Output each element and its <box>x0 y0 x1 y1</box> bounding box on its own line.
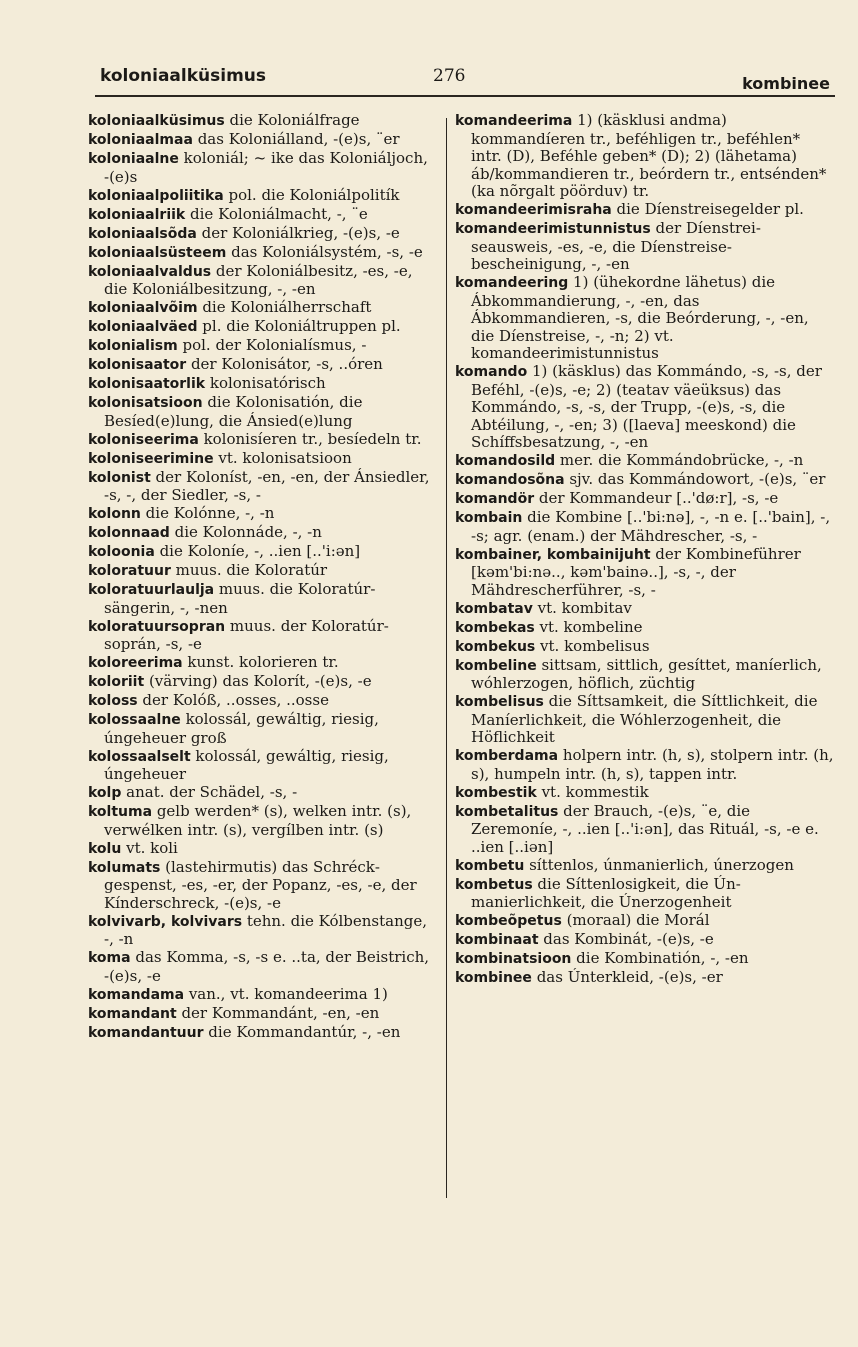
entry-definition: die Koloniálfrage <box>224 111 360 129</box>
entry-headword: koloniaalriik <box>88 206 186 223</box>
left-column <box>88 112 433 1043</box>
entry-headword: kolu <box>88 840 122 857</box>
entry-definition: kolonisatórisch <box>205 374 326 392</box>
entry-headword: koloonia <box>88 544 155 560</box>
entry-headword: kombetalitus <box>455 803 559 820</box>
dictionary-entry <box>455 509 835 545</box>
entry-definition: der Koloniálbesitz, -es, -e, die Koloniálbesitzung, -, -en <box>104 261 413 298</box>
entry-definition: das Kombinát, -(e)s, -e <box>538 930 714 948</box>
dictionary-entry <box>88 562 433 581</box>
dictionary-entry <box>455 950 835 969</box>
entry-definition: (lastehirmutis) das Schréckgespenst, -es, -er, der Popanz, -es, -e, der Kínderschreck, -(e)s, -e <box>104 857 417 912</box>
entry-definition: pol. die Koloniálpolitík <box>223 185 400 204</box>
dictionary-entry <box>455 619 835 638</box>
dictionary-entry <box>88 581 433 617</box>
dictionary-entry <box>88 394 433 430</box>
entry-definition: die Síttenlosigkeit, die Únmanierlichkeit, die Únerzogenheit <box>471 874 741 911</box>
entry-headword: kombekas <box>455 619 535 636</box>
entry-definition: die Díenstreisegelder pl. <box>611 200 804 218</box>
dictionary-entry <box>455 638 835 657</box>
entry-headword: komandosõna <box>455 472 565 488</box>
dictionary-entry <box>88 711 433 747</box>
entry-headword: koloniaalväed <box>88 319 198 335</box>
entry-headword: koloniaalküsimus <box>88 113 225 129</box>
dictionary-entry <box>455 201 835 220</box>
dictionary-entry <box>88 859 433 913</box>
dictionary-entry <box>88 263 433 299</box>
dictionary-entry <box>88 524 433 543</box>
dictionary-entry <box>455 600 835 619</box>
dictionary-entry <box>88 244 433 263</box>
dictionary-entry <box>88 337 433 356</box>
dictionary-entry <box>455 452 835 471</box>
dictionary-entry <box>455 747 835 783</box>
entry-headword: komando <box>455 364 528 380</box>
dictionary-entry <box>455 784 835 803</box>
dictionary-entry <box>455 693 835 747</box>
header-rule <box>95 95 835 97</box>
entry-definition: das Únterkleid, -(e)s, -er <box>531 968 723 986</box>
dictionary-entry <box>88 431 433 450</box>
entry-headword: koloniaalne <box>88 151 179 167</box>
dictionary-entry <box>88 692 433 711</box>
dictionary-entry <box>88 673 433 692</box>
entry-definition: kolonisíeren tr., besíedeln tr. <box>198 429 422 448</box>
entry-headword: kombetu <box>455 857 525 874</box>
entry-headword: kolonist <box>88 469 151 486</box>
entry-definition: vt. kolonisatsioon <box>213 448 352 467</box>
dictionary-entry <box>88 112 433 131</box>
entry-definition: der Kommandeur [..'dø:r], -s, -e <box>534 489 779 507</box>
entry-definition: vt. kombeline <box>534 617 643 636</box>
entry-definition: vt. kombitav <box>532 598 632 617</box>
entry-headword: kombekus <box>455 638 536 655</box>
entry-headword: koloreerima <box>88 655 183 671</box>
entry-headword: koloniseerimine <box>88 450 214 467</box>
entry-definition: muus. die Koloratúr <box>170 561 328 579</box>
dictionary-entry <box>455 363 835 452</box>
dictionary-entry <box>88 986 433 1005</box>
entry-headword: kolonisaatorlik <box>88 376 206 392</box>
entry-definition: die Kolónne, -, -n <box>140 504 275 522</box>
entry-definition: kolossál, gewáltig, riesig, úngeheuer <box>104 746 389 783</box>
page-number: 276 <box>433 66 466 86</box>
entry-headword: komandant <box>88 1005 177 1022</box>
entry-definition: pl. die Koloniáltruppen pl. <box>197 317 401 335</box>
entry-definition: (värving) das Kolorít, -(e)s, -e <box>144 672 372 690</box>
entry-headword: kombestik <box>455 784 537 801</box>
entry-definition: der Díenstreiseausweis, -es, -e, die Díenstreisebescheinigung, -, -en <box>471 219 761 273</box>
entry-headword: kolonisaator <box>88 357 187 373</box>
entry-headword: kombetus <box>455 876 533 893</box>
dictionary-entry <box>88 803 433 839</box>
dictionary-entry <box>88 748 433 784</box>
entry-headword: komandeering <box>455 275 569 291</box>
entry-definition: tehn. die Kólbenstange, -, -n <box>104 911 427 948</box>
dictionary-entry <box>455 490 835 509</box>
dictionary-entry <box>88 618 433 654</box>
dictionary-entry <box>88 840 433 859</box>
header-last-headword: kombinee <box>742 74 830 93</box>
entry-headword: kombinaat <box>455 932 539 948</box>
entry-headword: komandeerimisraha <box>455 202 612 218</box>
entry-headword: komandeerima <box>455 113 573 129</box>
entry-definition: kolossál, gewáltig, riesig, úngeheuer groß <box>104 710 379 747</box>
entry-definition: der Brauch, -(e)s, ¨e, die Zeremoníe, -, ..ien [..'i:ən], das Rituál, -s, -e e. ..ien [..iən] <box>471 801 819 856</box>
entry-headword: koloniseerima <box>88 431 199 448</box>
entry-definition: holpern intr. (h, s), stolpern intr. (h, s), humpeln intr. (h, s), tappen intr. <box>471 746 834 783</box>
dictionary-entry <box>88 450 433 469</box>
dictionary-entry <box>88 784 433 803</box>
dictionary-entry <box>88 913 433 949</box>
entry-headword: kolp <box>88 785 122 801</box>
entry-headword: koloratuurlaulja <box>88 582 215 598</box>
dictionary-entry <box>455 857 835 876</box>
entry-definition: der Kolonisátor, -s, ..óren <box>186 355 383 373</box>
entry-headword: kombatav <box>455 600 533 617</box>
dictionary-entry <box>88 131 433 150</box>
entry-definition: anat. der Schädel, -s, - <box>121 783 298 801</box>
entry-definition: die Síttsamkeit, die Síttlichkeit, die Maníerlichkeit, die Wóhlerzogenheit, die Höflichkeit <box>471 692 818 746</box>
entry-definition: die Koloníe, -, ..ien [..'i:ən] <box>154 542 361 560</box>
entry-headword: kombinatsioon <box>455 951 572 967</box>
dictionary-entry <box>88 1005 433 1024</box>
entry-headword: kolvivarb, kolvivars <box>88 913 243 930</box>
entry-headword: koloratuursopran <box>88 618 226 635</box>
entry-definition: die Koloniálmacht, -, ¨e <box>185 204 368 223</box>
entry-headword: kombain <box>455 510 523 526</box>
dictionary-entry <box>88 375 433 394</box>
dictionary-entry <box>455 220 835 274</box>
dictionary-entry <box>88 299 433 318</box>
entry-headword: kombainer, kombainijuht <box>455 546 651 563</box>
entry-headword: kolumats <box>88 859 161 876</box>
dictionary-entry <box>455 546 835 600</box>
dictionary-entry <box>455 274 835 363</box>
dictionary-entry <box>88 505 433 524</box>
entry-headword: koma <box>88 950 131 966</box>
entry-definition: die Kombine [..'bi:nə], -, -n e. [..'bain], -, -s; agr. (enam.) der Mähdrescher, -s, - <box>471 508 831 545</box>
dictionary-entry <box>88 356 433 375</box>
entry-headword: kombinee <box>455 970 532 986</box>
entry-definition: van., vt. komandeerima 1) <box>184 984 388 1003</box>
dictionary-entry <box>88 318 433 337</box>
entry-headword: komandosild <box>455 453 556 469</box>
entry-definition: die Kolonnáde, -, -n <box>169 523 322 541</box>
entry-headword: kolossaalselt <box>88 748 191 765</box>
entry-headword: koltuma <box>88 804 153 820</box>
entry-headword: koloratuur <box>88 563 171 579</box>
dictionary-entry <box>88 1024 433 1043</box>
entry-headword: kolossaalne <box>88 712 181 728</box>
right-column <box>455 112 835 988</box>
entry-definition: der Koloníst, -en, -en, der Ánsiedler, -s, -, der Siedler, -s, - <box>104 467 430 504</box>
page-header <box>100 66 830 96</box>
entry-definition: der Kommandánt, -en, -en <box>176 1003 380 1022</box>
entry-definition: gelb werden* (s), welken intr. (s), verwélken intr. (s), vergílben intr. (s) <box>104 802 412 839</box>
entry-headword: koloniaalvaldus <box>88 263 212 280</box>
entry-definition: die Kolonisatión, die Besíed(e)lung, die Ánsied(e)lung <box>104 393 363 430</box>
entry-definition: vt. kommestik <box>536 782 649 801</box>
entry-definition: vt. kombelisus <box>535 636 650 655</box>
entry-headword: koloniaalsõda <box>88 225 197 242</box>
entry-headword: kolonialism <box>88 338 178 354</box>
entry-definition: 1) (ühekordne lähetus) die Ábkommandierung, -, -en, das Ábkommandieren, -s, die Beórderung, -, -en, die Díenstreise, -, -n; 2) vt. komandeerimistunnistus <box>471 273 809 362</box>
entry-headword: kombelisus <box>455 694 544 710</box>
dictionary-entry <box>88 543 433 562</box>
dictionary-entry <box>455 112 835 201</box>
entry-headword: koloniaalpoliitika <box>88 187 224 204</box>
entry-headword: kolonisatsioon <box>88 395 203 411</box>
entry-headword: komandama <box>88 986 185 1003</box>
entry-definition: 1) (käsklus) das Kommándo, -s, -s, der Beféhl, -(e)s, -e; 2) (teatav väeüksus) das Kommándo, -s, -s, der Trupp, -(e)s, -s, die Abtéilung, -, -en; 3) ([laeva] meeskond) die Schíffsbesatzung, -, -en <box>471 362 822 451</box>
entry-definition: muus. der Koloratúrsoprán, -s, -e <box>104 616 389 653</box>
entry-definition: mer. die Kommándobrücke, -, -n <box>555 451 804 469</box>
dictionary-entry <box>88 654 433 673</box>
dictionary-entry <box>455 969 835 988</box>
dictionary-entry <box>88 949 433 985</box>
header-first-headword: koloniaalküsimus <box>100 66 267 86</box>
entry-definition: síttenlos, únmanierlich, únerzogen <box>524 855 794 874</box>
entry-headword: koloniaalvõim <box>88 300 198 316</box>
entry-definition: sjv. das Kommándowort, -(e)s, ¨er <box>564 470 826 488</box>
entry-definition: die Koloniálherrschaft <box>197 298 372 316</box>
entry-definition: der Koloniálkrieg, -(e)s, -e <box>196 223 400 242</box>
dictionary-entry <box>455 803 835 857</box>
entry-definition: kunst. kolorieren tr. <box>182 653 339 671</box>
entry-definition: das Komma, -s, -s e. ..ta, der Beistrich, -(e)s, -e <box>104 948 430 985</box>
dictionary-entry <box>455 471 835 490</box>
entry-definition: das Koloniálsystém, -s, -e <box>226 242 423 261</box>
entry-headword: komandeerimistunnistus <box>455 221 651 237</box>
column-divider <box>446 118 447 1198</box>
entry-definition: pol. der Kolonialísmus, - <box>177 336 367 354</box>
entry-headword: koloniaalsüsteem <box>88 244 227 261</box>
entry-headword: koloriit <box>88 674 145 690</box>
dictionary-entry <box>455 657 835 693</box>
dictionary-entry <box>455 912 835 931</box>
entry-definition: 1) (käsklusi andma) kommandíeren tr., beféhligen tr., beféhlen* intr. (D), Beféhle geben* (D); 2) (lähetama) áb/kommandieren tr., beórdern tr., entsénden* (ka nõrgalt pöörduv) tr. <box>471 111 827 200</box>
entry-definition: der Kolóß, ..osses, ..osse <box>137 691 329 709</box>
entry-definition: das Koloniálland, -(e)s, ¨er <box>192 130 400 148</box>
entry-headword: kolonn <box>88 506 141 522</box>
entry-definition: die Kombinatión, -, -en <box>571 949 749 967</box>
dictionary-entry <box>88 150 433 186</box>
entry-headword: komandör <box>455 491 535 507</box>
entry-definition: vt. koli <box>121 838 178 857</box>
entry-headword: koloniaalmaa <box>88 132 193 148</box>
entry-headword: kombeline <box>455 657 537 674</box>
dictionary-entry <box>88 469 433 505</box>
entry-definition: (moraal) die Morál <box>561 911 710 929</box>
entry-headword: kolonnaad <box>88 525 170 541</box>
entry-definition: sittsam, sittlich, gesíttet, maníerlich, wóhlerzogen, höflich, züchtig <box>471 655 822 692</box>
entry-definition: die Kommandantúr, -, -en <box>203 1022 401 1041</box>
dictionary-entry <box>455 876 835 912</box>
entry-headword: komandantuur <box>88 1024 204 1041</box>
entry-headword: kombeõpetus <box>455 913 562 929</box>
entry-headword: koloss <box>88 693 138 709</box>
dictionary-entry <box>88 187 433 206</box>
dictionary-entry <box>88 225 433 244</box>
entry-definition: der Kombineführer [kəm'bi:nə.., kəm'bainə..], -s, -, der Mähdrescherführer, -s, - <box>471 544 801 599</box>
dictionary-entry <box>455 931 835 950</box>
entry-definition: muus. die Koloratúrsängerin, -, -nen <box>104 580 376 617</box>
entry-definition: koloniál; ~ ike das Koloniáljoch, -(e)s <box>104 149 428 186</box>
dictionary-entry <box>88 206 433 225</box>
entry-headword: komberdama <box>455 748 559 764</box>
